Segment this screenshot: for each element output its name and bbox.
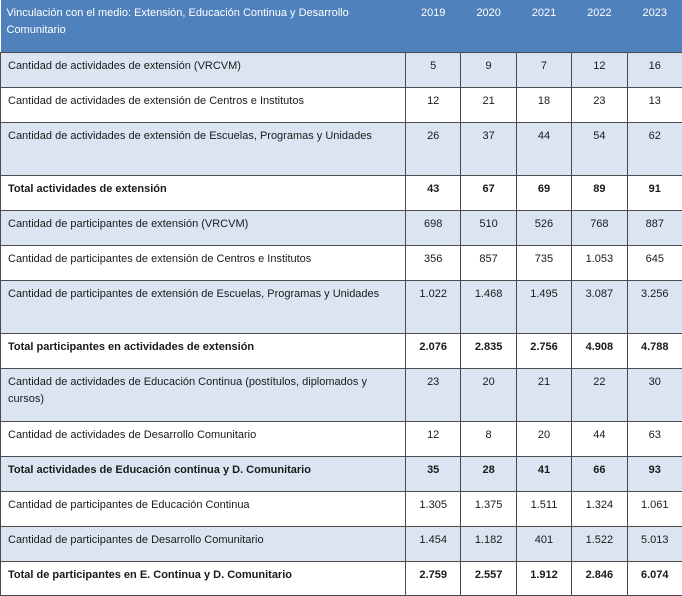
year-header: 2021 <box>516 0 571 52</box>
cell-value: 28 <box>461 456 516 491</box>
cell-value: 6.074 <box>627 561 682 595</box>
row-label: Total de participantes en E. Continua y D. Comunitario <box>1 561 406 595</box>
row-label: Cantidad de actividades de Educación Continua (postítulos, diplomados y cursos) <box>1 368 406 421</box>
cell-value: 735 <box>516 245 571 280</box>
cell-value: 3.256 <box>627 280 682 333</box>
cell-value: 9 <box>461 52 516 87</box>
cell-value: 510 <box>461 210 516 245</box>
cell-value: 21 <box>461 87 516 122</box>
table-row <box>1 87 682 122</box>
row-label: Cantidad de participantes de Desarrollo Comunitario <box>1 526 406 561</box>
year-header: 2019 <box>406 0 461 52</box>
cell-value: 4.788 <box>627 333 682 368</box>
row-label: Cantidad de actividades de extensión (VRCVM) <box>1 52 406 87</box>
table-row <box>1 210 682 245</box>
cell-value: 857 <box>461 245 516 280</box>
cell-value: 20 <box>461 368 516 421</box>
table-row <box>1 421 682 456</box>
cell-value: 35 <box>406 456 461 491</box>
cell-value: 1.182 <box>461 526 516 561</box>
cell-value: 26 <box>406 122 461 175</box>
cell-value: 768 <box>572 210 627 245</box>
cell-value: 67 <box>461 175 516 210</box>
cell-value: 3.087 <box>572 280 627 333</box>
cell-value: 1.061 <box>627 491 682 526</box>
cell-value: 44 <box>516 122 571 175</box>
cell-value: 7 <box>516 52 571 87</box>
row-label: Cantidad de actividades de extensión de Centros e Institutos <box>1 87 406 122</box>
cell-value: 12 <box>572 52 627 87</box>
cell-value: 23 <box>572 87 627 122</box>
row-label: Cantidad de participantes de extensión de Escuelas, Programas y Unidades <box>1 280 406 333</box>
row-label: Cantidad de actividades de Desarrollo Comunitario <box>1 421 406 456</box>
cell-value: 526 <box>516 210 571 245</box>
cell-value: 1.022 <box>406 280 461 333</box>
cell-value: 1.375 <box>461 491 516 526</box>
cell-value: 62 <box>627 122 682 175</box>
cell-value: 1.912 <box>516 561 571 595</box>
row-label: Cantidad de participantes de Educación Continua <box>1 491 406 526</box>
cell-value: 1.522 <box>572 526 627 561</box>
cell-value: 356 <box>406 245 461 280</box>
year-header: 2023 <box>627 0 682 52</box>
cell-value: 5.013 <box>627 526 682 561</box>
cell-value: 2.759 <box>406 561 461 595</box>
cell-value: 16 <box>627 52 682 87</box>
row-label: Cantidad de participantes de extensión (VRCVM) <box>1 210 406 245</box>
cell-value: 54 <box>572 122 627 175</box>
cell-value: 30 <box>627 368 682 421</box>
row-label: Total participantes en actividades de extensión <box>1 333 406 368</box>
cell-value: 12 <box>406 87 461 122</box>
row-label: Total actividades de extensión <box>1 175 406 210</box>
cell-value: 2.557 <box>461 561 516 595</box>
cell-value: 1.053 <box>572 245 627 280</box>
year-header: 2020 <box>461 0 516 52</box>
cell-value: 4.908 <box>572 333 627 368</box>
cell-value: 645 <box>627 245 682 280</box>
total-row <box>1 456 682 491</box>
cell-value: 41 <box>516 456 571 491</box>
cell-value: 37 <box>461 122 516 175</box>
cell-value: 2.846 <box>572 561 627 595</box>
cell-value: 401 <box>516 526 571 561</box>
cell-value: 66 <box>572 456 627 491</box>
cell-value: 1.468 <box>461 280 516 333</box>
table-row <box>1 491 682 526</box>
cell-value: 2.076 <box>406 333 461 368</box>
cell-value: 89 <box>572 175 627 210</box>
cell-value: 69 <box>516 175 571 210</box>
cell-value: 2.756 <box>516 333 571 368</box>
total-row <box>1 333 682 368</box>
year-header: 2022 <box>572 0 627 52</box>
cell-value: 22 <box>572 368 627 421</box>
table-row <box>1 526 682 561</box>
cell-value: 1.511 <box>516 491 571 526</box>
total-row <box>1 175 682 210</box>
cell-value: 5 <box>406 52 461 87</box>
cell-value: 1.454 <box>406 526 461 561</box>
row-label: Cantidad de participantes de extensión de Centros e Institutos <box>1 245 406 280</box>
total-row <box>1 561 682 595</box>
cell-value: 1.324 <box>572 491 627 526</box>
table-row <box>1 122 682 175</box>
cell-value: 1.305 <box>406 491 461 526</box>
cell-value: 44 <box>572 421 627 456</box>
cell-value: 8 <box>461 421 516 456</box>
table-header <box>1 0 682 52</box>
cell-value: 43 <box>406 175 461 210</box>
table-row <box>1 245 682 280</box>
cell-value: 93 <box>627 456 682 491</box>
row-label: Total actividades de Educación continua y D. Comunitario <box>1 456 406 491</box>
table-row <box>1 52 682 87</box>
table-row <box>1 368 682 421</box>
row-label: Cantidad de actividades de extensión de Escuelas, Programas y Unidades <box>1 122 406 175</box>
cell-value: 2.835 <box>461 333 516 368</box>
cell-value: 23 <box>406 368 461 421</box>
cell-value: 12 <box>406 421 461 456</box>
cell-value: 63 <box>627 421 682 456</box>
cell-value: 20 <box>516 421 571 456</box>
cell-value: 698 <box>406 210 461 245</box>
cell-value: 887 <box>627 210 682 245</box>
table-row <box>1 280 682 333</box>
cell-value: 13 <box>627 87 682 122</box>
cell-value: 18 <box>516 87 571 122</box>
cell-value: 1.495 <box>516 280 571 333</box>
cell-value: 91 <box>627 175 682 210</box>
cell-value: 21 <box>516 368 571 421</box>
table-title: Vinculación con el medio: Extensión, Educación Continua y Desarrollo Comunitario <box>1 0 406 52</box>
